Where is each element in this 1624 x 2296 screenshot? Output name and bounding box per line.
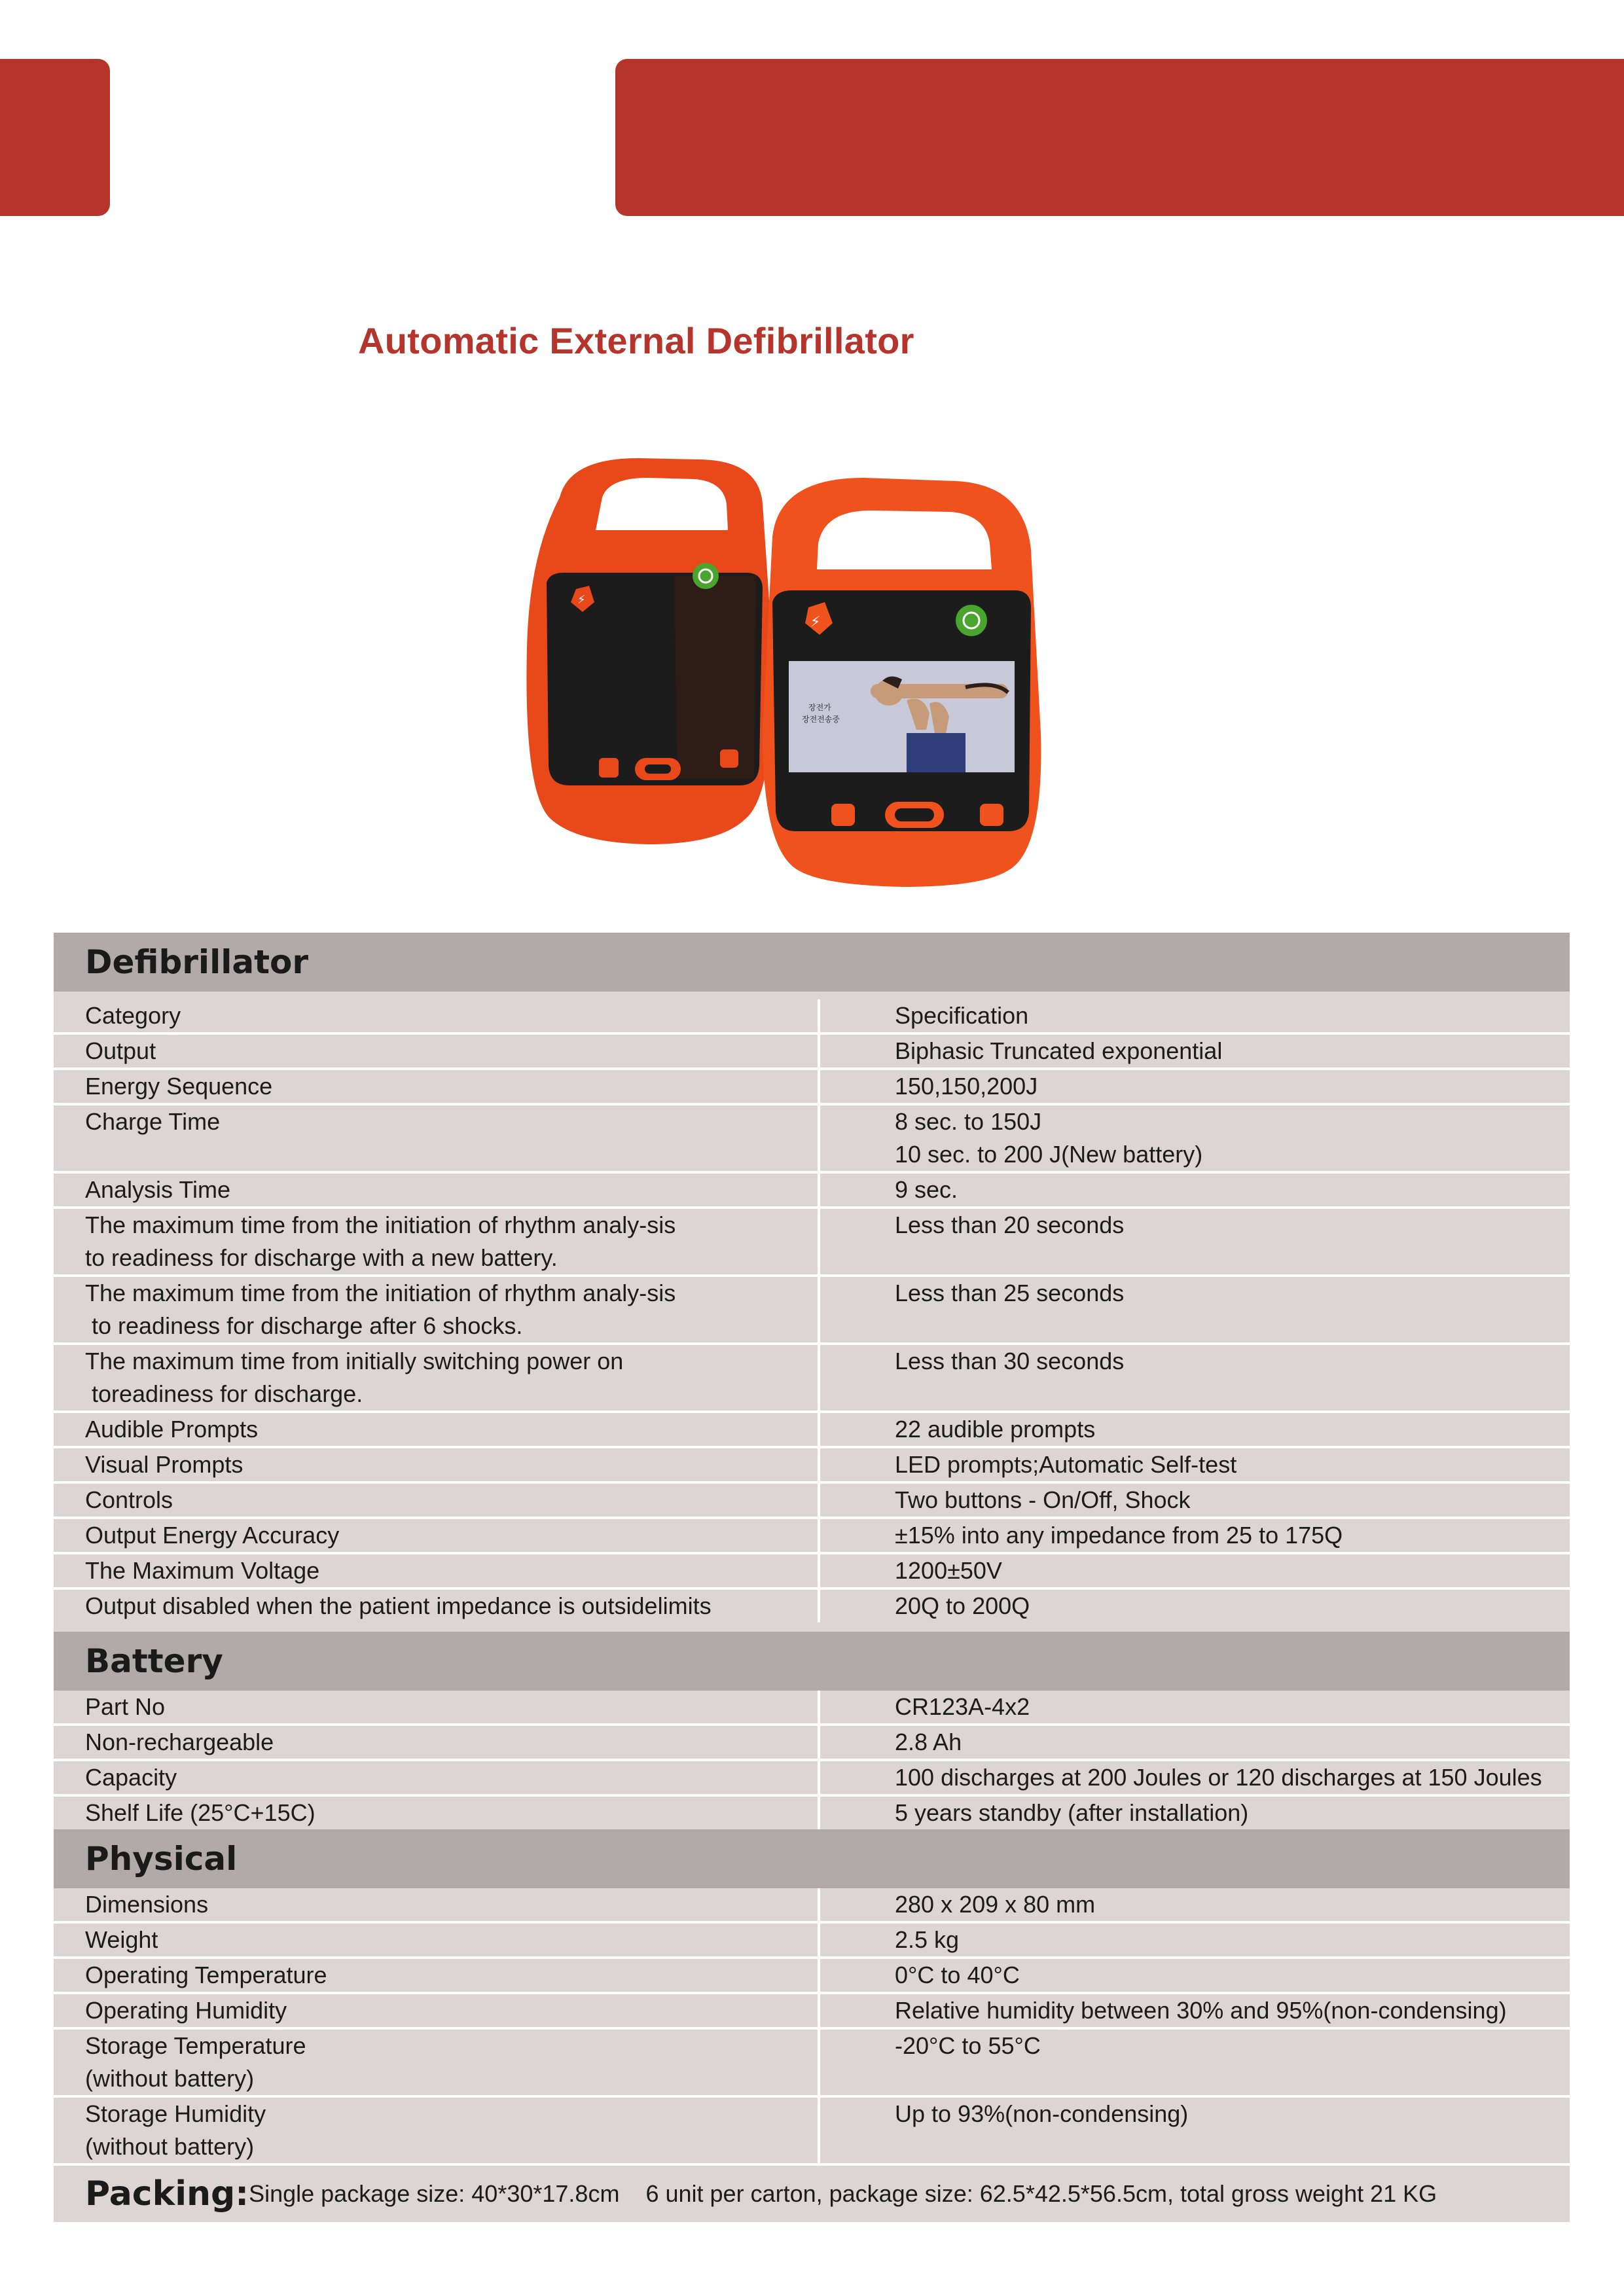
spec-row (54, 1070, 1570, 1105)
spec-row (54, 1797, 1570, 1829)
spec-value (820, 1484, 1570, 1516)
spec-value-line: 100 discharges at 200 Joules or 120 discharges at 150 Joules (895, 1764, 1542, 1791)
spec-category (54, 1959, 820, 1992)
spec-value (820, 1209, 1570, 1274)
spec-category-line: Category (85, 1002, 181, 1029)
spec-row (54, 1174, 1570, 1209)
spec-category (54, 1070, 820, 1103)
spec-category-line: to readiness for discharge after 6 shocks. (85, 1312, 523, 1339)
spec-row (54, 1519, 1570, 1554)
spec-value (820, 1519, 1570, 1552)
spec-category-line: Storage Temperature (85, 2032, 306, 2059)
spec-value-line: 2.5 kg (895, 1926, 960, 1953)
packing-row (54, 2166, 1570, 2222)
spec-value-line: 9 sec. (895, 1176, 958, 1203)
spec-category (54, 1448, 820, 1481)
spec-category (54, 1761, 820, 1794)
spec-value (820, 1590, 1570, 1623)
spec-value-line: Relative humidity between 30% and 95%(non-condensing) (895, 1997, 1507, 2024)
spec-category (54, 2098, 820, 2163)
spec-row (54, 1413, 1570, 1448)
spec-value (820, 1277, 1570, 1342)
spec-value-line: 5 years standby (after installation) (895, 1799, 1249, 1826)
spec-value-line: ±15% into any impedance from 25 to 175Q (895, 1522, 1343, 1549)
spec-row (54, 1994, 1570, 2030)
spec-category (54, 1590, 820, 1623)
spec-category-line: Output (85, 1037, 156, 1064)
spec-category-line: The maximum time from the initiation of rhythm analy-sis (85, 1211, 676, 1238)
spec-value (820, 1994, 1570, 2027)
spec-value-line: 10 sec. to 200 J(New battery) (895, 1141, 1203, 1168)
spec-category-line: Capacity (85, 1764, 177, 1791)
spec-category-line: Dimensions (85, 1891, 209, 1918)
spec-value (820, 1726, 1570, 1759)
spec-row (54, 1959, 1570, 1994)
spec-row (54, 2098, 1570, 2163)
spec-category (54, 999, 820, 1032)
section-spacer (54, 992, 1570, 999)
product-photo (497, 452, 1060, 890)
spec-category (54, 1484, 820, 1516)
device-screen-text-line1: 장전가 (808, 703, 831, 712)
spec-value (820, 1174, 1570, 1206)
spec-category (54, 2030, 820, 2095)
section-heading-battery: Battery (54, 1632, 1570, 1691)
spec-row (54, 1554, 1570, 1590)
aed-device-front (763, 478, 1041, 887)
spec-value (820, 1105, 1570, 1171)
spec-value (820, 1761, 1570, 1794)
spec-row (54, 1209, 1570, 1277)
spec-value (820, 1888, 1570, 1921)
spec-category-line: (without battery) (85, 2065, 255, 2092)
spec-category-line: The Maximum Voltage (85, 1557, 320, 1584)
spec-category (54, 1691, 820, 1723)
spec-row (54, 1277, 1570, 1345)
section-heading-defibrillator: Defibrillator (54, 933, 1570, 992)
spec-category-line: The maximum time from the initiation of rhythm analy-sis (85, 1280, 676, 1306)
spec-category-line: Non-rechargeable (85, 1729, 274, 1755)
spec-value-line: -20°C to 55°C (895, 2032, 1041, 2059)
spec-category (54, 1209, 820, 1274)
spec-category-line: Part No (85, 1693, 166, 1720)
spec-category (54, 1035, 820, 1067)
spec-value-line: Biphasic Truncated exponential (895, 1037, 1223, 1064)
spec-value-line: 1200±50V (895, 1557, 1002, 1584)
spec-category-line: Energy Sequence (85, 1073, 273, 1100)
section-heading-physical: Physical (54, 1829, 1570, 1888)
spec-value (820, 2098, 1570, 2163)
spec-category-line: toreadiness for discharge. (85, 1380, 363, 1407)
spec-value-line: 280 x 209 x 80 mm (895, 1891, 1096, 1918)
spec-category (54, 1726, 820, 1759)
spec-value-line: Two buttons - On/Off, Shock (895, 1486, 1191, 1513)
spec-category (54, 1797, 820, 1829)
spec-value-line: 20Q to 200Q (895, 1592, 1030, 1619)
header-banner-right (615, 59, 1624, 216)
spec-value-line: Up to 93%(non-condensing) (895, 2100, 1189, 2127)
spec-category (54, 1519, 820, 1552)
spec-row (54, 1888, 1570, 1924)
specification-table (54, 933, 1570, 2222)
spec-value (820, 1035, 1570, 1067)
spec-value (820, 2030, 1570, 2095)
spec-category-line: Visual Prompts (85, 1451, 244, 1478)
spec-value (820, 1924, 1570, 1956)
spec-value (820, 1070, 1570, 1103)
spec-category-line: Storage Humidity (85, 2100, 266, 2127)
spec-category (54, 1277, 820, 1342)
spec-value-line: Less than 30 seconds (895, 1348, 1125, 1374)
spec-value (820, 1413, 1570, 1446)
spec-category-line: Operating Humidity (85, 1997, 287, 2024)
spec-value (820, 1554, 1570, 1587)
spec-category-line: Output disabled when the patient impedance is outsidelimits (85, 1592, 712, 1619)
spec-value-line: Less than 20 seconds (895, 1211, 1125, 1238)
spec-category (54, 1924, 820, 1956)
spec-category-line: Analysis Time (85, 1176, 231, 1203)
spec-category-line: Shelf Life (25°C+15C) (85, 1799, 316, 1826)
spec-value (820, 1448, 1570, 1481)
spec-row (54, 1105, 1570, 1174)
spec-value (820, 1691, 1570, 1723)
spec-category-line: to readiness for discharge with a new battery. (85, 1244, 558, 1271)
spec-category-line: (without battery) (85, 2133, 255, 2160)
spec-category (54, 1413, 820, 1446)
spec-category (54, 1345, 820, 1410)
spec-row (54, 1691, 1570, 1726)
spec-value (820, 999, 1570, 1032)
spec-category (54, 1174, 820, 1206)
svg-text:⚡: ⚡ (577, 593, 586, 607)
spec-value-line: 2.8 Ah (895, 1729, 962, 1755)
spec-value (820, 1797, 1570, 1829)
spec-value-line: 150,150,200J (895, 1073, 1038, 1100)
spec-value-line: Specification (895, 1002, 1029, 1029)
svg-text:⚡: ⚡ (810, 614, 821, 630)
spec-category (54, 1554, 820, 1587)
spec-row (54, 999, 1570, 1035)
spec-category-line: Operating Temperature (85, 1962, 327, 1988)
spec-category (54, 1888, 820, 1921)
spec-value-line: 22 audible prompts (895, 1416, 1096, 1443)
spec-category (54, 1994, 820, 2027)
spec-category (54, 1105, 820, 1171)
spec-category-line: Controls (85, 1486, 173, 1513)
spec-category-line: Output Energy Accuracy (85, 1522, 340, 1549)
document-title: Automatic External Defibrillator (358, 320, 914, 361)
spec-value (820, 1959, 1570, 1992)
spec-row (54, 1484, 1570, 1519)
spec-value (820, 1345, 1570, 1410)
device-screen-text-line2: 장전전송중 (802, 715, 840, 724)
spec-row (54, 1761, 1570, 1797)
spec-value-line: LED prompts;Automatic Self-test (895, 1451, 1237, 1478)
packing-text: Single package size: 40*30*17.8cm 6 unit per carton, package size: 62.5*42.5*56.5cm, total gross weight 21 KG (249, 2180, 1437, 2207)
spec-value-line: 0°C to 40°C (895, 1962, 1020, 1988)
spec-value-line: 8 sec. to 150J (895, 1108, 1042, 1135)
spec-category-line: Audible Prompts (85, 1416, 259, 1443)
spec-category-line: The maximum time from initially switching power on (85, 1348, 624, 1374)
spec-row (54, 1448, 1570, 1484)
spec-row (54, 1726, 1570, 1761)
spec-row (54, 1924, 1570, 1959)
spec-row (54, 1035, 1570, 1070)
section-spacer (54, 1623, 1570, 1632)
spec-value-line: CR123A-4x2 (895, 1693, 1030, 1720)
packing-label: Packing: (85, 2174, 249, 2214)
header-banner-left (0, 59, 110, 216)
spec-row (54, 1590, 1570, 1623)
spec-category-line: Charge Time (85, 1108, 221, 1135)
spec-row (54, 2030, 1570, 2098)
aed-device-back (526, 458, 772, 844)
spec-value-line: Less than 25 seconds (895, 1280, 1125, 1306)
spec-row (54, 1345, 1570, 1413)
spec-category-line: Weight (85, 1926, 158, 1953)
